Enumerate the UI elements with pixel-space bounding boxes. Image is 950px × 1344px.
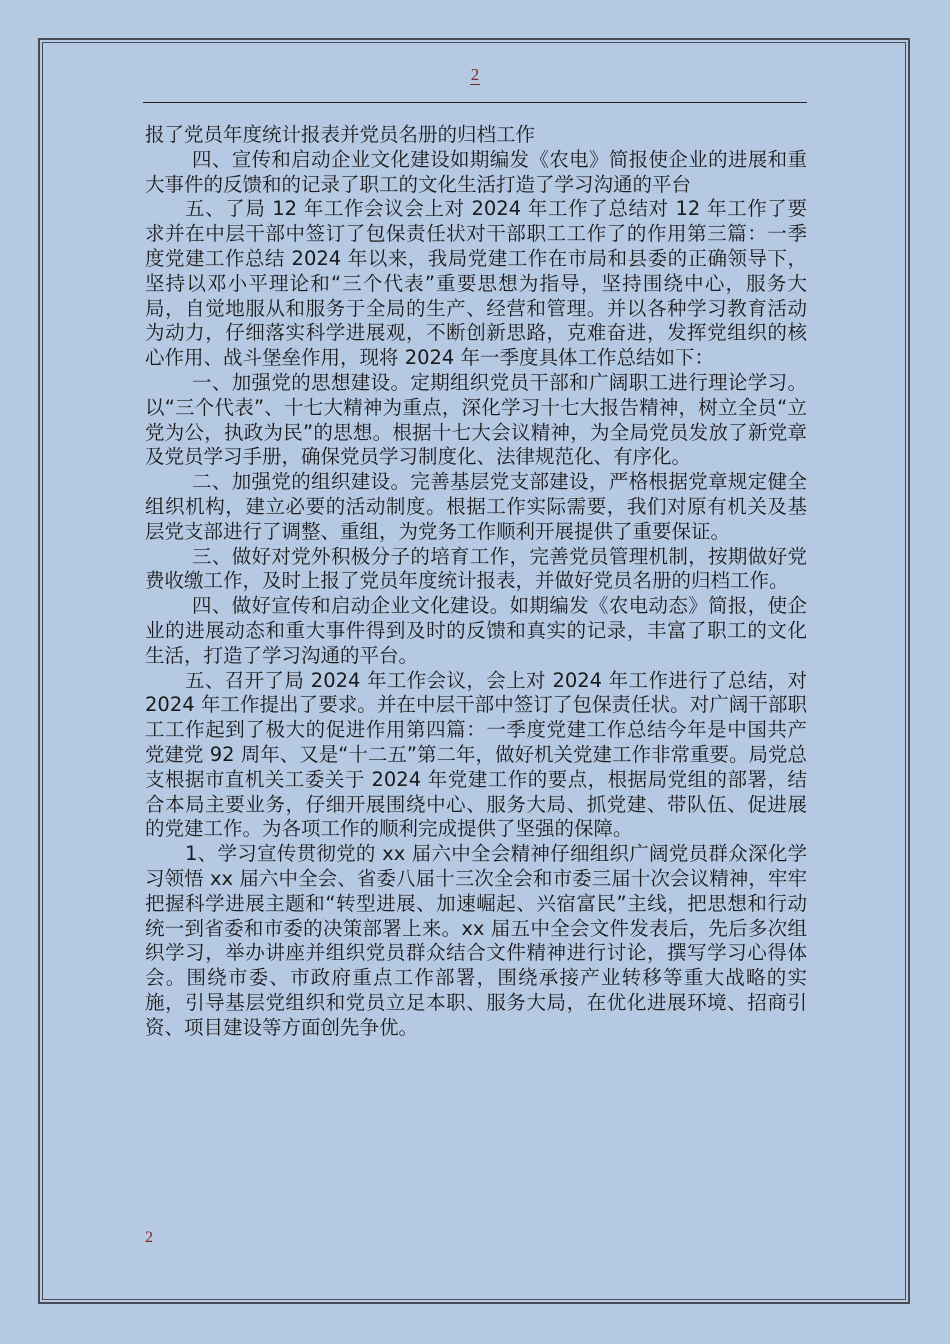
paragraph: 五、召开了局 2024 年工作会议，会上对 2024 年工作进行了总结，对 2024 年工作提出了要求。并在中层干部中签订了包保责任状。对广阔干部职工工作起到了极大的促进作用第四篇：一季度党建工作总结今年是中国共产党建党 92 周年、又是“十二五”第二年，做好机关党建工作非常重要。局党总支根据市直机关工委关于 2024 年党建工作的要点，根据局党组的部署，结合本局主要业务，仔细开展围绕中心、服务大局、抓党建、带队伍、促进展的党建工作。为各项工作的顺利完成提供了坚强的保障。 bbox=[145, 668, 807, 841]
paragraph: 四、做好宣传和启动企业文化建设。如期编发《农电动态》简报，使企业的进展动态和重大事件得到及时的反馈和真实的记录，丰富了职工的文化生活，打造了学习沟通的平台。 bbox=[145, 594, 807, 667]
paragraph: 三、做好对党外积极分子的培育工作，完善党员管理机制，按期做好党费收缴工作，及时上报了党员年度统计报表，并做好党员名册的归档工作。 bbox=[145, 544, 807, 593]
paragraph: 报了党员年度统计报表并党员名册的归档工作 bbox=[145, 123, 536, 146]
page-footer-number: 2 bbox=[145, 1229, 153, 1246]
header-rule bbox=[143, 102, 807, 103]
document-body bbox=[145, 123, 807, 1040]
header-number-text: 2 bbox=[470, 65, 480, 84]
paragraph: 1、学习宣传贯彻党的 xx 届六中全会精神仔细组织广阔党员群众深化学习领悟 xx 届六中全会、省委八届十三次全会和市委三届十次会议精神，牢牢把握科学进展主题和“转型进展、加速崛起、兴宿富民”主线，把思想和行动统一到省委和市委的决策部署上来。xx 届五中全会文件发表后，先后多次组织学习，举办讲座并组织党员群众结合文件精神进行讨论，撰写学习心得体会。围绕市委、市政府重点工作部署，围绕承接产业转移等重大战略的实施，引导基层党组织和党员立足本职、服务大局，在优化进展环境、招商引资、项目建设等方面创先争优。 bbox=[145, 842, 807, 1039]
paragraph: 四、宣传和启动企业文化建设如期编发《农电》简报使企业的进展和重大事件的反馈和的记录了职工的文化生活打造了学习沟通的平台 bbox=[145, 147, 807, 196]
paragraph: 二、加强党的组织建设。完善基层党支部建设，严格根据党章规定健全组织机构，建立必要的活动制度。根据工作实际需要，我们对原有机关及基层党支部进行了调整、重组，为党务工作顺利开展提供了重要保证。 bbox=[145, 470, 807, 543]
page-header-number bbox=[0, 65, 950, 85]
paragraph: 五、了局 12 年工作会议会上对 2024 年工作了总结对 12 年工作了要求并在中层干部中签订了包保责任状对干部职工工作了的作用第三篇：一季度党建工作总结 2024 年以来，我局党建工作在市局和县委的正确领导下，坚持以邓小平理论和“三个代表”重要思想为指导，坚持围绕中心，服务大局，自觉地服从和服务于全局的生产、经营和管理。并以各种学习教育活动为动力，仔细落实科学进展观，不断创新思路，克难奋进，发挥党组织的核心作用、战斗堡垒作用，现将 2024 年一季度具体工作总结如下： bbox=[145, 197, 807, 370]
paragraph: 一、加强党的思想建设。定期组织党员干部和广阔职工进行理论学习。以“三个代表”、十七大精神为重点，深化学习十七大报告精神，树立全员“立党为公，执政为民”的思想。根据十七大会议精神，为全局党员发放了新党章及党员学习手册，确保党员学习制度化、法律规范化、有序化。 bbox=[145, 370, 807, 469]
